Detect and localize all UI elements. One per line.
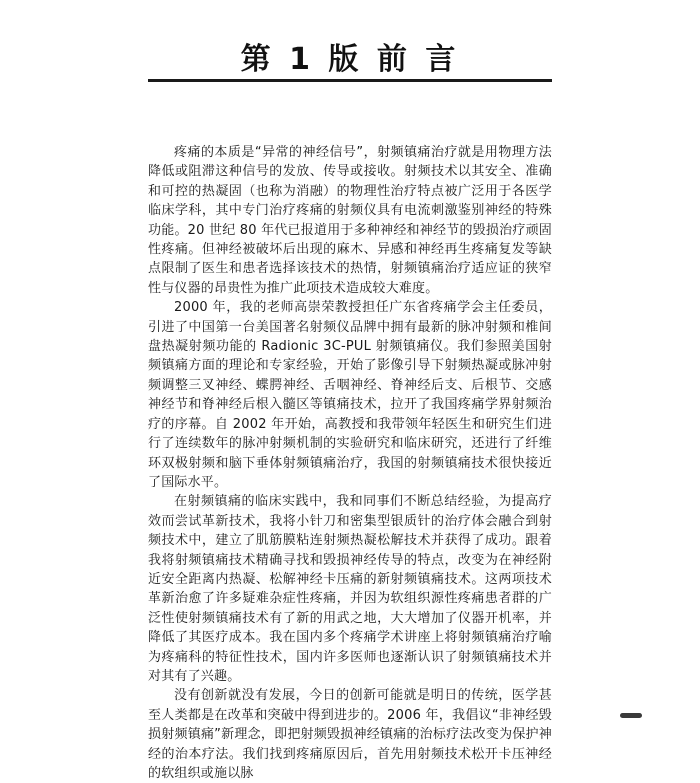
page-corner-mark [620, 713, 642, 718]
paragraph-3: 在射频镇痛的临床实践中，我和同事们不断总结经验，为提高疗效而尝试革新技术，我将小针刀和密集型银质针的治疗体会融合到射频技术中，建立了肌筋膜粘连射频热凝松解技术并获得了成功。跟着我将射频镇痛技术精确寻找和毁损神经传导的特点，改变为在神经附近安全距离内热凝、松解神经卡压痛的新射频镇痛技术。这两项技术革新治愈了许多疑难杂症性疼痛，并因为软组织源性疼痛患者群的广泛性使射频镇痛技术有了新的用武之地，大大增加了仪器开机率，并降低了其医疗成本。我在国内多个疼痛学术讲座上将射频镇痛治疗喻为疼痛科的特征性技术，国内许多医师也逐渐认识了射频镇痛技术并对其有了兴趣。 [148, 494, 552, 684]
paragraph-4: 没有创新就没有发展，今日的创新可能就是明日的传统，医学甚至人类都是在改革和突破中得到进步的。2006 年，我倡议“非神经毁损射频镇痛”新理念，即把射频毁损神经镇痛的治标疗法改变为保护神经的治本疗法。我们找到疼痛原因后，首先用射频技术松开卡压神经的软组织或施以脉 [148, 688, 552, 781]
title-underline [148, 79, 552, 82]
paragraph-1: 疼痛的本质是“异常的神经信号”，射频镇痛治疗就是用物理方法降低或阻滞这种信号的发放、传导或接收。射频技术以其安全、准确和可控的热凝固（也称为消融）的物理性治疗特点被广泛用于各医学临床学科，其中专门治疗疼痛的射频仪具有电流刺激鉴别神经的特殊功能。20 世纪 80 年代已报道用于多种神经和神经节的毁损治疗顽固性疼痛。但神经被破坏后出现的麻木、异感和神经再生疼痛复发等缺点限制了医生和患者选择该技术的热情，射频镇痛治疗适应证的狭窄性与仪器的昂贵性为推广此项技术造成较大难度。 [148, 145, 552, 296]
preface-title: 第 1 版 前 言 [240, 42, 460, 77]
preface-body [148, 143, 552, 783]
paragraph-2: 2000 年，我的老师高崇荣教授担任广东省疼痛学会主任委员，引进了中国第一台美国著名射频仪品牌中拥有最新的脉冲射频和椎间盘热凝射频功能的 Radionic 3C-PUL 射频镇痛仪。我们参照美国射频镇痛方面的理论和专家经验，开始了影像引导下射频热凝或脉冲射频调整三叉神经、蝶腭神经、舌咽神经、脊神经后支、后根节、交感神经节和脊神经后根入髓区等镇痛技术，拉开了我国疼痛学界射频治疗的序幕。自 2002 年开始，高教授和我带领年轻医生和研究生们进行了连续数年的脉冲射频机制的实验研究和临床研究，还进行了纤维环双极射频和脑下垂体射频镇痛治疗，我国的射频镇痛技术很快接近了国际水平。 [148, 300, 552, 490]
